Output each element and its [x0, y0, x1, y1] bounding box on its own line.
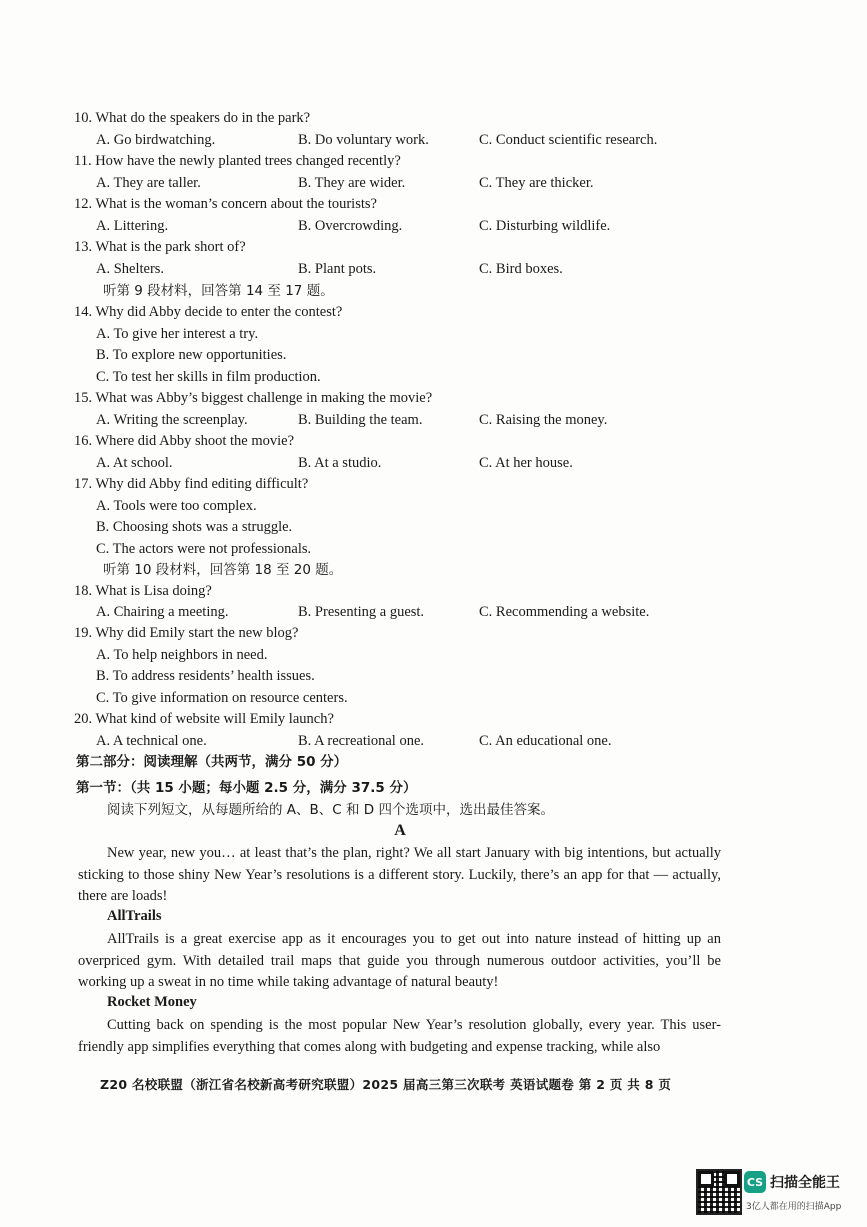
- option-16c: C. At her house.: [479, 455, 573, 471]
- option-10b: B. Do voluntary work.: [298, 132, 429, 148]
- option-14b: B. To explore new opportunities.: [96, 347, 287, 363]
- option-11b: B. They are wider.: [298, 175, 406, 191]
- section1-title: 第一节：（共 15 小题；每小题 2.5 分，满分 37.5 分）: [76, 780, 417, 796]
- camscanner-name: 扫描全能王: [770, 1175, 840, 1191]
- option-12c: C. Disturbing wildlife.: [479, 218, 611, 234]
- option-19a: A. To help neighbors in need.: [96, 647, 268, 663]
- option-19b: B. To address residents’ health issues.: [96, 668, 315, 684]
- option-15c: C. Raising the money.: [479, 412, 608, 428]
- paragraph-rocket-money: Cutting back on spending is the most popular New Year’s resolution globally, every year. This user-friendly app simplifies everything that comes along with budgeting and expense tracking, while also: [78, 1017, 721, 1055]
- question-17: 17. Why did Abby find editing difficult?: [74, 476, 309, 492]
- heading-rocket-money: Rocket Money: [107, 994, 197, 1010]
- question-12: 12. What is the woman’s concern about the tourists?: [74, 196, 377, 212]
- option-18b: B. Presenting a guest.: [298, 604, 425, 620]
- paragraph-alltrails: AllTrails is a great exercise app as it encourages you to get out into nature instead of hitting up an overpriced gym. With detailed trail maps that guide you through numerous outdoor activities, you’ll be working up a sweat in no time while taking advantage of natural beauty!: [78, 931, 721, 990]
- option-13a: A. Shelters.: [96, 261, 165, 277]
- listening-instruction-9: 听第 9 段材料，回答第 14 至 17 题。: [103, 283, 334, 299]
- option-18c: C. Recommending a website.: [479, 604, 650, 620]
- option-10c: C. Conduct scientific research.: [479, 132, 658, 148]
- option-14a: A. To give her interest a try.: [96, 326, 259, 342]
- question-14: 14. Why did Abby decide to enter the contest?: [74, 304, 343, 320]
- option-12a: A. Littering.: [96, 218, 169, 234]
- question-13: 13. What is the park short of?: [74, 239, 246, 255]
- option-13c: C. Bird boxes.: [479, 261, 563, 277]
- qr-code-icon: [696, 1169, 742, 1215]
- option-14c: C. To test her skills in film production.: [96, 369, 321, 385]
- page-footer: Z20 名校联盟（浙江省名校新高考研究联盟）2025 届高三第三次联考 英语试题卷 第 2 页 共 8 页: [100, 1077, 672, 1092]
- option-16a: A. At school.: [96, 455, 173, 471]
- option-11c: C. They are thicker.: [479, 175, 594, 191]
- passage-letter: A: [394, 822, 406, 839]
- reading-direction: 阅读下列短文，从每题所给的 A、B、C 和 D 四个选项中，选出最佳答案。: [107, 802, 554, 818]
- listening-instruction-10: 听第 10 段材料，回答第 18 至 20 题。: [103, 562, 343, 578]
- option-16b: B. At a studio.: [298, 455, 382, 471]
- question-19: 19. Why did Emily start the new blog?: [74, 625, 299, 641]
- option-12b: B. Overcrowding.: [298, 218, 403, 234]
- option-11a: A. They are taller.: [96, 175, 201, 191]
- option-17a: A. Tools were too complex.: [96, 498, 257, 514]
- question-10: 10. What do the speakers do in the park?: [74, 110, 311, 126]
- option-15b: B. Building the team.: [298, 412, 423, 428]
- option-15a: A. Writing the screenplay.: [96, 412, 248, 428]
- option-20c: C. An educational one.: [479, 733, 612, 749]
- option-19c: C. To give information on resource centers.: [96, 690, 348, 706]
- camscanner-tagline: 3亿人都在用的扫描App: [746, 1202, 842, 1212]
- heading-alltrails: AllTrails: [107, 908, 162, 924]
- question-15: 15. What was Abby’s biggest challenge in making the movie?: [74, 390, 433, 406]
- option-20a: A. A technical one.: [96, 733, 207, 749]
- option-10a: A. Go birdwatching.: [96, 132, 216, 148]
- question-11: 11. How have the newly planted trees changed recently?: [74, 153, 401, 169]
- option-20b: B. A recreational one.: [298, 733, 425, 749]
- question-16: 16. Where did Abby shoot the movie?: [74, 433, 295, 449]
- option-13b: B. Plant pots.: [298, 261, 377, 277]
- part2-title: 第二部分：阅读理解（共两节，满分 50 分）: [76, 754, 348, 770]
- question-20: 20. What kind of website will Emily launch?: [74, 711, 334, 727]
- camscanner-logo-icon: CS: [744, 1171, 766, 1193]
- option-18a: A. Chairing a meeting.: [96, 604, 229, 620]
- option-17b: B. Choosing shots was a struggle.: [96, 519, 293, 535]
- question-18: 18. What is Lisa doing?: [74, 583, 212, 599]
- option-17c: C. The actors were not professionals.: [96, 541, 312, 557]
- passage-intro: New year, new you… at least that’s the plan, right? We all start January with big intentions, but actually sticking to those shiny New Year’s resolutions is a different story. Luckily, there’s an app for that — actually, there are loads!: [78, 845, 721, 904]
